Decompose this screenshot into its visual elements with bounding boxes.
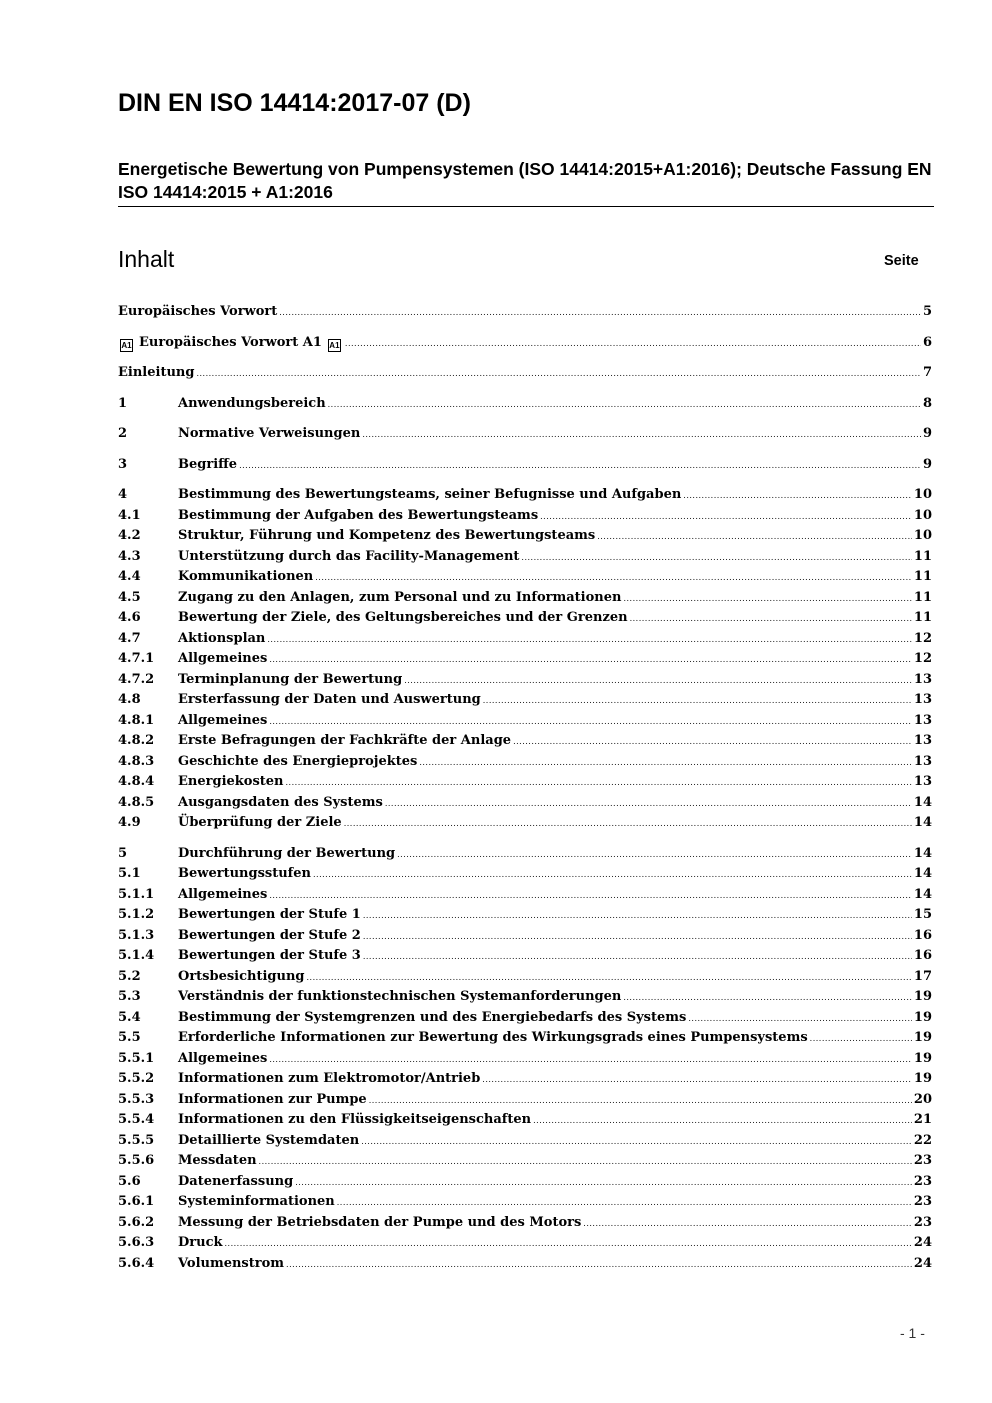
toc-entry-page: 15 — [913, 907, 932, 922]
toc-entry-number: 4.1 — [118, 507, 141, 523]
toc-entry-number: 5.5.1 — [118, 1050, 155, 1066]
toc-entry-title: Unterstützung durch das Facility-Management — [178, 548, 520, 564]
toc-dot-leader — [345, 334, 921, 355]
toc-dot-leader — [269, 712, 912, 733]
page-number: - 1 - — [900, 1325, 925, 1341]
toc-entry-title: Verständnis der funktionstechnischen Systemanforderungen — [178, 989, 622, 1004]
toc-entry-number: 5 — [118, 845, 128, 861]
toc-entry-number: 3 — [118, 456, 128, 472]
toc-entry-page: 10 — [913, 507, 932, 523]
toc-entry-title: Bewertungen der Stufe 3 — [178, 948, 361, 963]
toc-entry-page: 13 — [913, 733, 932, 748]
toc-dot-leader — [363, 947, 912, 968]
toc-entry-title — [118, 333, 343, 354]
toc-entry[interactable] — [118, 1131, 932, 1152]
toc-dot-leader — [623, 988, 912, 1009]
toc-dot-leader — [597, 527, 912, 548]
toc-entry-page: 16 — [913, 927, 932, 943]
toc-entry-number: 4.8.2 — [118, 733, 155, 748]
toc-entry[interactable] — [118, 547, 932, 568]
toc-entry-number: 5.5.6 — [118, 1153, 155, 1168]
toc-entry-title: Messdaten — [178, 1153, 257, 1168]
toc-dot-leader — [259, 1152, 912, 1173]
toc-dot-leader — [196, 364, 921, 385]
toc-entry-page: 5 — [922, 304, 932, 319]
toc-entry-page: 10 — [913, 487, 932, 502]
toc-dot-leader — [630, 609, 912, 630]
toc-dot-leader — [419, 753, 912, 774]
toc-entry-number: 4.8.1 — [118, 712, 155, 728]
toc-entry[interactable] — [118, 608, 932, 629]
toc-entry[interactable] — [118, 772, 932, 793]
toc-entry-page: 23 — [913, 1194, 932, 1209]
toc-dot-leader — [361, 1132, 912, 1153]
toc-entry-page: 16 — [913, 948, 932, 963]
toc-page-label: Seite — [884, 253, 919, 269]
toc-entry[interactable] — [118, 864, 932, 885]
toc-entry-page: 17 — [913, 968, 932, 984]
a1-amendment-end-icon: A1 — [329, 340, 340, 350]
toc-entry-page: 13 — [913, 671, 932, 687]
toc-entry[interactable] — [118, 885, 932, 906]
toc-entry-number: 5.1.1 — [118, 886, 155, 902]
toc-entry[interactable] — [118, 1213, 932, 1234]
toc-entry-page: 21 — [913, 1112, 932, 1127]
toc-entry-number: 4.8.4 — [118, 774, 155, 789]
toc-entry[interactable] — [118, 485, 932, 506]
toc-entry[interactable] — [118, 1049, 932, 1070]
toc-entry[interactable] — [118, 506, 932, 527]
toc-entry[interactable] — [118, 926, 932, 947]
toc-entry[interactable] — [118, 649, 932, 670]
toc-entry[interactable] — [118, 1233, 932, 1254]
toc-entry-number: 4.5 — [118, 589, 141, 605]
toc-entry-number: 5.6.4 — [118, 1255, 155, 1271]
toc-entry-number: 5.5 — [118, 1030, 141, 1045]
toc-entry-title: Bestimmung der Aufgaben des Bewertungsteams — [178, 507, 539, 523]
toc-dot-leader — [397, 845, 912, 866]
toc-dot-leader — [533, 1111, 912, 1132]
toc-entry-number: 5.3 — [118, 989, 141, 1004]
toc-entry-title: Informationen zum Elektromotor/Antrieb — [178, 1071, 481, 1086]
toc-entry-title: Messung der Betriebsdaten der Pumpe und des Motors — [178, 1214, 582, 1230]
toc-entry[interactable] — [118, 731, 932, 752]
toc-entry-number: 2 — [118, 426, 128, 441]
toc-entry[interactable] — [118, 1069, 932, 1090]
toc-entry-title: Anwendungsbereich — [178, 395, 326, 411]
toc-entry-page: 6 — [922, 334, 932, 350]
toc-entry-title: Begriffe — [178, 456, 238, 472]
toc-entry-title: Allgemeines — [178, 712, 268, 728]
toc-entry-number: 5.5.4 — [118, 1112, 155, 1127]
toc-entry[interactable] — [118, 1254, 932, 1275]
toc-dot-leader — [521, 548, 912, 569]
toc-entry-page: 23 — [913, 1214, 932, 1230]
toc-entry-page: 14 — [913, 845, 932, 861]
toc-dot-leader — [307, 968, 912, 989]
toc-entry-page: 11 — [913, 569, 932, 584]
toc-entry-number: 5.4 — [118, 1009, 141, 1025]
toc-dot-leader — [363, 906, 912, 927]
toc-dot-leader — [279, 303, 921, 324]
toc-entry-title: Geschichte des Energieprojektes — [178, 753, 418, 769]
toc-entry-page: 11 — [913, 610, 932, 625]
toc-entry-title: Normative Verweisungen — [178, 426, 361, 441]
toc-entry[interactable] — [118, 793, 932, 814]
toc-dot-leader — [269, 886, 912, 907]
toc-entry[interactable] — [118, 967, 932, 988]
toc-entry-number: 5.1 — [118, 866, 141, 881]
toc-entry-title: Informationen zu den Flüssigkeitseigenschaften — [178, 1112, 532, 1127]
toc-entry-page: 19 — [913, 1071, 932, 1086]
toc-entry-page: 14 — [913, 886, 932, 902]
toc-entry-page: 8 — [922, 395, 932, 411]
toc-entry-title-text: Europäisches Vorwort A1 — [139, 334, 322, 350]
toc-entry-page: 22 — [913, 1132, 932, 1148]
toc-entry[interactable] — [118, 302, 932, 323]
subtitle-divider — [118, 206, 934, 207]
toc-entry-title: Allgemeines — [178, 1050, 268, 1066]
toc-entry[interactable] — [118, 588, 932, 609]
toc-entry-title: Bestimmung des Bewertungsteams, seiner Befugnisse und Aufgaben — [178, 487, 682, 502]
toc-entry-page: 11 — [913, 548, 932, 564]
toc-entry-title: Druck — [178, 1235, 223, 1250]
toc-entry-title: Systeminformationen — [178, 1194, 335, 1209]
toc-entry-number: 4.7.2 — [118, 671, 155, 687]
toc-entry-title: Informationen zur Pumpe — [178, 1091, 367, 1107]
toc-dot-leader — [385, 794, 912, 815]
toc-entry-title: Datenerfassung — [178, 1173, 294, 1189]
toc-entry-number: 5.6.2 — [118, 1214, 155, 1230]
toc-entry-title: Allgemeines — [178, 651, 268, 666]
toc-entry-number: 4.9 — [118, 815, 141, 830]
toc-entry[interactable] — [118, 629, 932, 650]
toc-entry-number: 5.6.1 — [118, 1194, 155, 1209]
toc-entry-page: 24 — [913, 1235, 932, 1250]
toc-entry-title: Bewertungsstufen — [178, 866, 311, 881]
toc-entry[interactable] — [118, 752, 932, 773]
toc-entry-title: Bewertungen der Stufe 2 — [178, 927, 361, 943]
toc-entry[interactable] — [118, 424, 932, 445]
toc-entry[interactable] — [118, 1172, 932, 1193]
toc-entry-title: Überprüfung der Ziele — [178, 815, 342, 830]
toc-entry-title: Energiekosten — [178, 774, 284, 789]
toc-entry[interactable] — [118, 363, 932, 384]
toc-entry-title: Durchführung der Bewertung — [178, 845, 396, 861]
toc-entry-page: 9 — [922, 456, 932, 472]
toc-dot-leader — [315, 568, 912, 589]
toc-entry-page: 19 — [913, 989, 932, 1004]
toc-dot-leader — [295, 1173, 912, 1194]
toc-entry[interactable] — [118, 1028, 932, 1049]
toc-entry-number: 5.1.4 — [118, 948, 155, 963]
toc-dot-leader — [483, 691, 912, 712]
toc-dot-leader — [328, 395, 921, 416]
toc-entry-title: Terminplanung der Bewertung — [178, 671, 403, 687]
toc-entry[interactable] — [118, 1151, 932, 1172]
toc-dot-leader — [313, 865, 912, 886]
toc-dot-leader — [337, 1193, 912, 1214]
toc-entry-title: Detaillierte Systemdaten — [178, 1132, 360, 1148]
toc-entry-title: Ersterfassung der Daten und Auswertung — [178, 692, 481, 707]
toc-entry-page: 7 — [922, 365, 932, 380]
toc-entry-title: Europäisches Vorwort — [118, 304, 278, 319]
toc-entry-number: 5.5.2 — [118, 1071, 155, 1086]
toc-entry-page: 19 — [913, 1030, 932, 1045]
toc-entry[interactable] — [118, 526, 932, 547]
toc-entry[interactable] — [118, 567, 932, 588]
toc-entry-title: Bewertung der Ziele, des Geltungsbereiches und der Grenzen — [178, 610, 628, 625]
toc-entry-page: 10 — [913, 528, 932, 543]
toc-entry-number: 4.8.3 — [118, 753, 155, 769]
toc-entry[interactable] — [118, 1090, 932, 1111]
toc-entry-number: 5.6 — [118, 1173, 141, 1189]
toc-entry-number: 5.1.3 — [118, 927, 155, 943]
toc-entry-page: 11 — [913, 589, 932, 605]
toc-dot-leader — [344, 814, 912, 835]
toc-entry-page: 9 — [922, 426, 932, 441]
toc-entry-number: 4 — [118, 487, 128, 502]
toc-entry-number: 4.2 — [118, 528, 141, 543]
toc-entry-title: Bestimmung der Systemgrenzen und des Energiebedarfs des Systems — [178, 1009, 687, 1025]
toc-dot-leader — [269, 650, 912, 671]
toc-entry-title: Ortsbesichtigung — [178, 968, 305, 984]
toc-entry-title: Ausgangsdaten des Systems — [178, 794, 383, 810]
toc-dot-leader — [269, 1050, 912, 1071]
toc-dot-leader — [369, 1091, 912, 1112]
toc-dot-leader — [810, 1029, 912, 1050]
toc-entry-title: Bewertungen der Stufe 1 — [178, 907, 361, 922]
toc-entry-page: 13 — [913, 692, 932, 707]
toc-entry-title: Allgemeines — [178, 886, 268, 902]
toc-entry[interactable] — [118, 946, 932, 967]
toc-entry-page: 20 — [913, 1091, 932, 1107]
toc-entry-title: Volumenstrom — [178, 1255, 285, 1271]
toc-entry-number: 5.1.2 — [118, 907, 155, 922]
document-subtitle: Energetische Bewertung von Pumpensystemen (ISO 14414:2015+A1:2016); Deutsche Fassung EN ISO 14414:2015 + A1:2016 — [118, 159, 932, 202]
toc-entry-number: 4.3 — [118, 548, 141, 564]
toc-entry-number: 1 — [118, 395, 128, 411]
toc-dot-leader — [623, 589, 911, 610]
toc-dot-leader — [239, 456, 921, 477]
toc-dot-leader — [513, 732, 912, 753]
toc-entry-title: Einleitung — [118, 365, 195, 380]
toc-entry-page: 12 — [913, 630, 932, 646]
toc-entry[interactable] — [118, 987, 932, 1008]
toc-dot-leader — [688, 1009, 912, 1030]
toc-entry-page: 23 — [913, 1173, 932, 1189]
toc-entry[interactable] — [118, 455, 932, 476]
toc-entry[interactable] — [118, 1192, 932, 1213]
toc-entry[interactable] — [118, 813, 932, 834]
toc-entry-page: 19 — [913, 1009, 932, 1025]
toc-dot-leader — [267, 630, 912, 651]
toc-entry-page: 14 — [913, 794, 932, 810]
toc-dot-leader — [286, 773, 912, 794]
toc-entry-title: Zugang zu den Anlagen, zum Personal und zu Informationen — [178, 589, 622, 605]
toc-entry-page: 12 — [913, 651, 932, 666]
toc-entry-title: Erforderliche Informationen zur Bewertung des Wirkungsgrads eines Pumpensystems — [178, 1030, 808, 1045]
toc-entry-page: 24 — [913, 1255, 932, 1271]
toc-entry-number: 5.5.3 — [118, 1091, 155, 1107]
toc-entry[interactable] — [118, 711, 932, 732]
toc-entry-number: 5.5.5 — [118, 1132, 155, 1148]
toc-entry-page: 14 — [913, 866, 932, 881]
toc-entry-title: Kommunikationen — [178, 569, 314, 584]
toc-entry[interactable] — [118, 844, 932, 865]
toc-entry-title: Erste Befragungen der Fachkräfte der Anlage — [178, 733, 512, 748]
toc-dot-leader — [540, 507, 912, 528]
toc-entry[interactable] — [118, 1008, 932, 1029]
toc-entry-title: Aktionsplan — [178, 630, 266, 646]
document-title: DIN EN ISO 14414:2017-07 (D) — [118, 89, 471, 117]
toc-entry[interactable] — [118, 905, 932, 926]
toc-dot-leader — [482, 1070, 912, 1091]
toc-entry-page: 13 — [913, 774, 932, 789]
toc-entry-page: 13 — [913, 753, 932, 769]
toc-entry-number: 4.6 — [118, 610, 141, 625]
toc-entry-number: 5.6.3 — [118, 1235, 155, 1250]
toc-dot-leader — [363, 927, 912, 948]
table-of-contents — [118, 302, 932, 1274]
toc-dot-leader — [225, 1234, 912, 1255]
toc-entry-number: 4.4 — [118, 569, 141, 584]
toc-entry-page: 19 — [913, 1050, 932, 1066]
toc-dot-leader — [683, 486, 912, 507]
toc-entry-page: 23 — [913, 1153, 932, 1168]
toc-entry-number: 5.2 — [118, 968, 141, 984]
toc-entry-number: 4.8.5 — [118, 794, 155, 810]
a1-amendment-start-icon: A1 — [121, 340, 132, 350]
toc-entry-number: 4.7.1 — [118, 651, 155, 666]
toc-entry[interactable] — [118, 1110, 932, 1131]
toc-entry[interactable] — [118, 690, 932, 711]
toc-entry[interactable] — [118, 333, 932, 354]
toc-entry[interactable] — [118, 670, 932, 691]
toc-entry-number: 4.7 — [118, 630, 141, 646]
toc-dot-leader — [286, 1255, 912, 1276]
toc-entry-page: 14 — [913, 815, 932, 830]
toc-dot-leader — [583, 1214, 912, 1235]
toc-entry[interactable] — [118, 394, 932, 415]
toc-dot-leader — [404, 671, 912, 692]
toc-entry-number: 4.8 — [118, 692, 141, 707]
toc-entry-title: Struktur, Führung und Kompetenz des Bewertungsteams — [178, 528, 596, 543]
toc-entry-page: 13 — [913, 712, 932, 728]
toc-heading: Inhalt — [118, 246, 175, 272]
toc-dot-leader — [362, 425, 921, 446]
